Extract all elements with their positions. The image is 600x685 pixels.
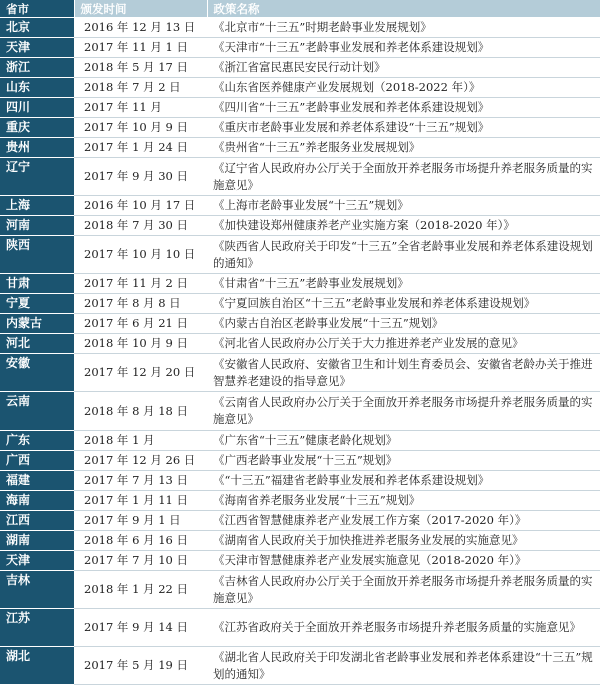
province-cell: 北京 (0, 18, 74, 38)
policy-name-cell: 《“十三五”福建省老龄事业发展和养老体系建设规划》 (207, 471, 600, 491)
table-row (0, 118, 600, 138)
date-cell: 2018 年 10 月 9 日 (74, 334, 207, 354)
province-cell: 陕西 (0, 236, 74, 274)
province-cell: 海南 (0, 491, 74, 511)
table-row (0, 551, 600, 571)
date-cell: 2017 年 6 月 21 日 (74, 314, 207, 334)
province-cell: 福建 (0, 471, 74, 491)
policy-name-cell: 《海南省养老服务业发展“十三五”规划》 (207, 491, 600, 511)
policy-name-cell: 《重庆市老龄事业发展和养老体系建设“十三五”规划》 (207, 118, 600, 138)
province-cell: 天津 (0, 551, 74, 571)
table-row (0, 58, 600, 78)
province-cell: 重庆 (0, 118, 74, 138)
policy-name-cell: 《广东省“十三五”健康老龄化规划》 (207, 431, 600, 451)
table-row (0, 294, 600, 314)
date-cell: 2018 年 7 月 30 日 (74, 216, 207, 236)
date-cell: 2018 年 7 月 2 日 (74, 78, 207, 98)
date-cell: 2018 年 5 月 17 日 (74, 58, 207, 78)
date-cell: 2017 年 10 月 10 日 (74, 236, 207, 274)
province-cell: 内蒙古 (0, 314, 74, 334)
date-cell: 2017 年 7 月 10 日 (74, 551, 207, 571)
header-policy-name: 政策名称 (207, 0, 600, 18)
province-cell: 上海 (0, 196, 74, 216)
table-row (0, 18, 600, 38)
policy-name-cell: 《江苏省政府关于全面放开养老服务市场提升养老服务质量的实施意见》 (207, 609, 600, 647)
table-row (0, 196, 600, 216)
date-cell: 2017 年 10 月 9 日 (74, 118, 207, 138)
table-row (0, 98, 600, 118)
policy-name-cell: 《四川省“十三五”老龄事业发展和养老体系建设规划》 (207, 98, 600, 118)
province-cell: 云南 (0, 392, 74, 431)
province-cell: 安徽 (0, 354, 74, 392)
table-row (0, 471, 600, 491)
table-row (0, 334, 600, 354)
policy-name-cell: 《北京市“十三五”时期老龄事业发展规划》 (207, 18, 600, 38)
policy-name-cell: 《贵州省“十三五”养老服务业发展规划》 (207, 138, 600, 158)
province-cell: 湖北 (0, 647, 74, 685)
policy-name-cell: 《吉林省人民政府办公厅关于全面放开养老服务市场提升养老服务质量的实施意见》 (207, 571, 600, 609)
date-cell: 2018 年 1 月 22 日 (74, 571, 207, 609)
table-row (0, 236, 600, 274)
table-row (0, 78, 600, 98)
policy-name-cell: 《上海市老龄事业发展“十三五”规划》 (207, 196, 600, 216)
province-cell: 山东 (0, 78, 74, 98)
date-cell: 2017 年 11 月 1 日 (74, 38, 207, 58)
policy-name-cell: 《湖南省人民政府关于加快推进养老服务业发展的实施意见》 (207, 531, 600, 551)
date-cell: 2016 年 10 月 17 日 (74, 196, 207, 216)
table-row (0, 431, 600, 451)
date-cell: 2017 年 12 月 20 日 (74, 354, 207, 392)
province-cell: 河北 (0, 334, 74, 354)
table-row (0, 511, 600, 531)
policy-name-cell: 《广西老龄事业发展“十三五”规划》 (207, 451, 600, 471)
date-cell: 2017 年 7 月 13 日 (74, 471, 207, 491)
date-cell: 2018 年 8 月 18 日 (74, 392, 207, 431)
date-cell: 2017 年 1 月 24 日 (74, 138, 207, 158)
province-cell: 河南 (0, 216, 74, 236)
policy-name-cell: 《河北省人民政府办公厅关于大力推进养老产业发展的意见》 (207, 334, 600, 354)
table-row (0, 491, 600, 511)
policy-name-cell: 《山东省医养健康产业发展规划（2018-2022 年）》 (207, 78, 600, 98)
date-cell: 2017 年 12 月 26 日 (74, 451, 207, 471)
date-cell: 2016 年 12 月 13 日 (74, 18, 207, 38)
date-cell: 2017 年 8 月 8 日 (74, 294, 207, 314)
policy-name-cell: 《宁夏回族自治区“十三五”老龄事业发展和养老体系建设规划》 (207, 294, 600, 314)
table-body (0, 18, 600, 685)
date-cell: 2017 年 9 月 1 日 (74, 511, 207, 531)
table-row (0, 138, 600, 158)
province-cell: 江苏 (0, 609, 74, 647)
date-cell: 2017 年 9 月 30 日 (74, 158, 207, 196)
policy-name-cell: 《湖北省人民政府关于印发湖北省老龄事业发展和养老体系建设“十三五”规划的通知》 (207, 647, 600, 685)
table-row (0, 647, 600, 685)
table-row (0, 392, 600, 431)
policy-name-cell: 《辽宁省人民政府办公厅关于全面放开养老服务市场提升养老服务质量的实施意见》 (207, 158, 600, 196)
province-cell: 天津 (0, 38, 74, 58)
date-cell: 2017 年 9 月 14 日 (74, 609, 207, 647)
date-cell: 2018 年 6 月 16 日 (74, 531, 207, 551)
date-cell: 2017 年 5 月 19 日 (74, 647, 207, 685)
policy-name-cell: 《浙江省富民惠民安民行动计划》 (207, 58, 600, 78)
province-cell: 宁夏 (0, 294, 74, 314)
policy-name-cell: 《天津市智慧健康养老产业发展实施意见（2018-2020 年）》 (207, 551, 600, 571)
policy-name-cell: 《陕西省人民政府关于印发“十三五”全省老龄事业发展和养老体系建设规划的通知》 (207, 236, 600, 274)
date-cell: 2017 年 11 月 2 日 (74, 274, 207, 294)
policy-name-cell: 《加快建设郑州健康养老产业实施方案（2018-2020 年）》 (207, 216, 600, 236)
policy-name-cell: 《内蒙古自治区老龄事业发展“十三五”规划》 (207, 314, 600, 334)
table-row (0, 531, 600, 551)
policy-name-cell: 《云南省人民政府办公厅关于全面放开养老服务市场提升养老服务质量的实施意见》 (207, 392, 600, 431)
table-row (0, 571, 600, 609)
province-cell: 甘肃 (0, 274, 74, 294)
header-row (0, 0, 600, 18)
header-province: 省市 (0, 0, 74, 18)
province-cell: 浙江 (0, 58, 74, 78)
province-cell: 广东 (0, 431, 74, 451)
date-cell: 2018 年 1 月 (74, 431, 207, 451)
header-date: 颁发时间 (74, 0, 207, 18)
table-row (0, 354, 600, 392)
province-cell: 辽宁 (0, 158, 74, 196)
province-cell: 贵州 (0, 138, 74, 158)
table-row (0, 38, 600, 58)
policy-name-cell: 《安徽省人民政府、安徽省卫生和计划生育委员会、安徽省老龄办关于推进智慧养老建设的指导意见》 (207, 354, 600, 392)
table-row (0, 451, 600, 471)
table-row (0, 216, 600, 236)
province-cell: 江西 (0, 511, 74, 531)
policy-name-cell: 《天津市“十三五”老龄事业发展和养老体系建设规划》 (207, 38, 600, 58)
province-cell: 湖南 (0, 531, 74, 551)
table-row (0, 274, 600, 294)
province-cell: 吉林 (0, 571, 74, 609)
policy-name-cell: 《江西省智慧健康养老产业发展工作方案（2017-2020 年）》 (207, 511, 600, 531)
province-cell: 广西 (0, 451, 74, 471)
table-row (0, 609, 600, 647)
province-cell: 四川 (0, 98, 74, 118)
policy-name-cell: 《甘肃省“十三五”老龄事业发展规划》 (207, 274, 600, 294)
table-row (0, 314, 600, 334)
date-cell: 2017 年 11 月 (74, 98, 207, 118)
table-row (0, 158, 600, 196)
date-cell: 2017 年 1 月 11 日 (74, 491, 207, 511)
